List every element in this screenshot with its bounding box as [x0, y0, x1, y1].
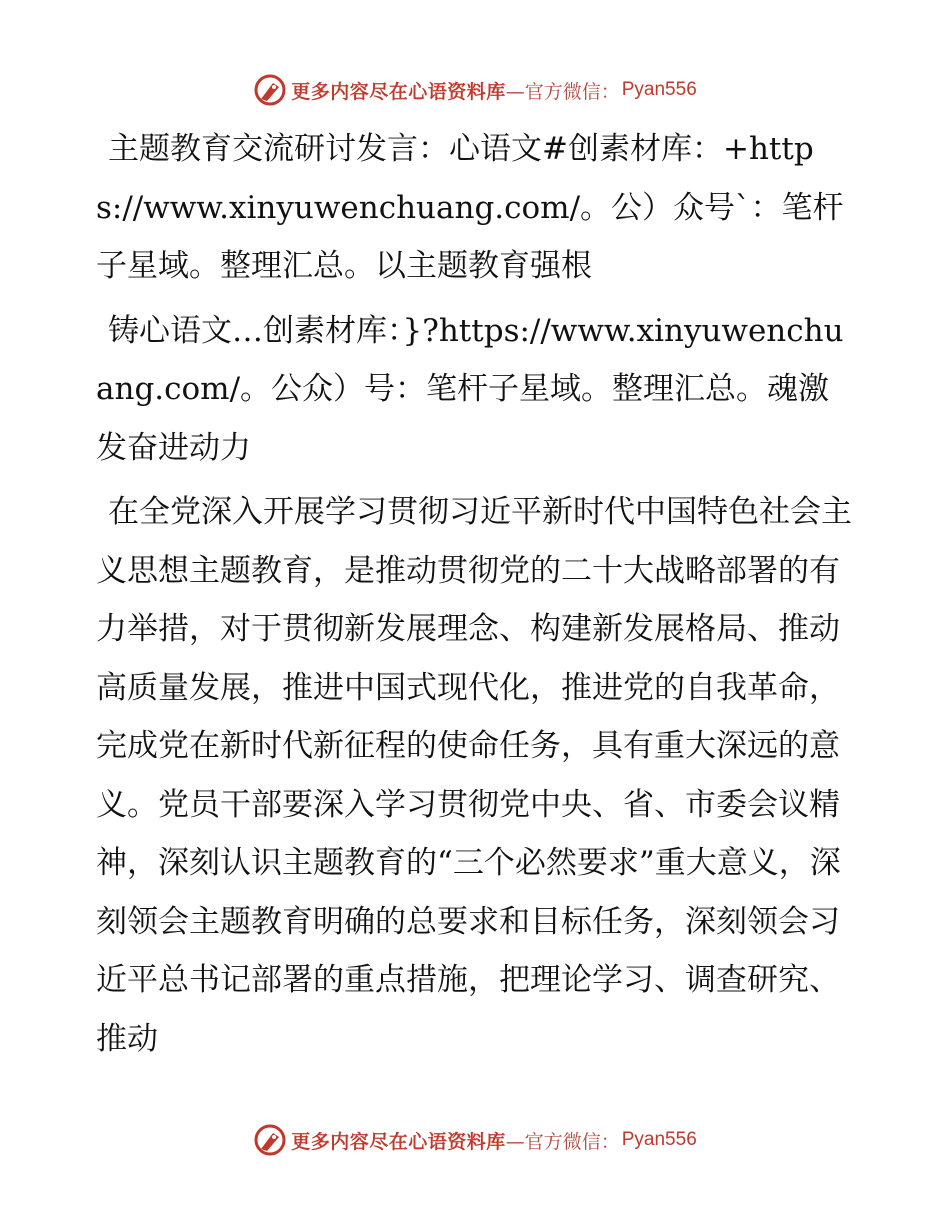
- header-banner: [0, 70, 950, 110]
- banner-brand-text: 更多内容尽在心语资料库: [291, 80, 506, 103]
- pen-nib-logo-icon: [253, 73, 287, 107]
- banner-dash-text: —官方微信：: [505, 1130, 620, 1153]
- banner-wechat-id: Pyan556: [621, 1129, 697, 1150]
- paragraph-title-line-2: 铸心语文…创素材库：}?https://www.xinyuwenchuang.com/。公众）号：笔杆子星域。整理汇总。魂激发奋进动力: [96, 312, 844, 466]
- pen-nib-logo-icon: [253, 1123, 287, 1157]
- banner-dash-text: —官方微信：: [505, 80, 620, 103]
- banner-brand-text: 更多内容尽在心语资料库: [291, 1130, 506, 1153]
- banner-wechat-id: Pyan556: [621, 79, 697, 100]
- paragraph-title-line-1: 主题教育交流研讨发言：心语文#创素材库：+https://www.xinyuwenchuang.com/。公）众号`：笔杆子星域。整理汇总。以主题教育强根: [96, 131, 844, 284]
- document-body: [96, 120, 856, 1068]
- paragraph-body: 在全党深入开展学习贯彻习近平新时代中国特色社会主义思想主题教育，是推动贯彻党的二十大战略部署的有力举措，对于贯彻新发展理念、构建新发展格局、推动高质量发展，推进中国式现代化，推进党的自我革命，完成党在新时代新征程的使命任务，具有重大深远的意义。党员干部要深入学习贯彻党中央、省、市委会议精神，深刻认识主题教育的“三个必然要求”重大意义，深刻领会主题教育明确的总要求和目标任务，深刻领会习近平总书记部署的重点措施，把理论学习、调查研究、推动: [96, 494, 852, 1057]
- footer-banner: [0, 1120, 950, 1160]
